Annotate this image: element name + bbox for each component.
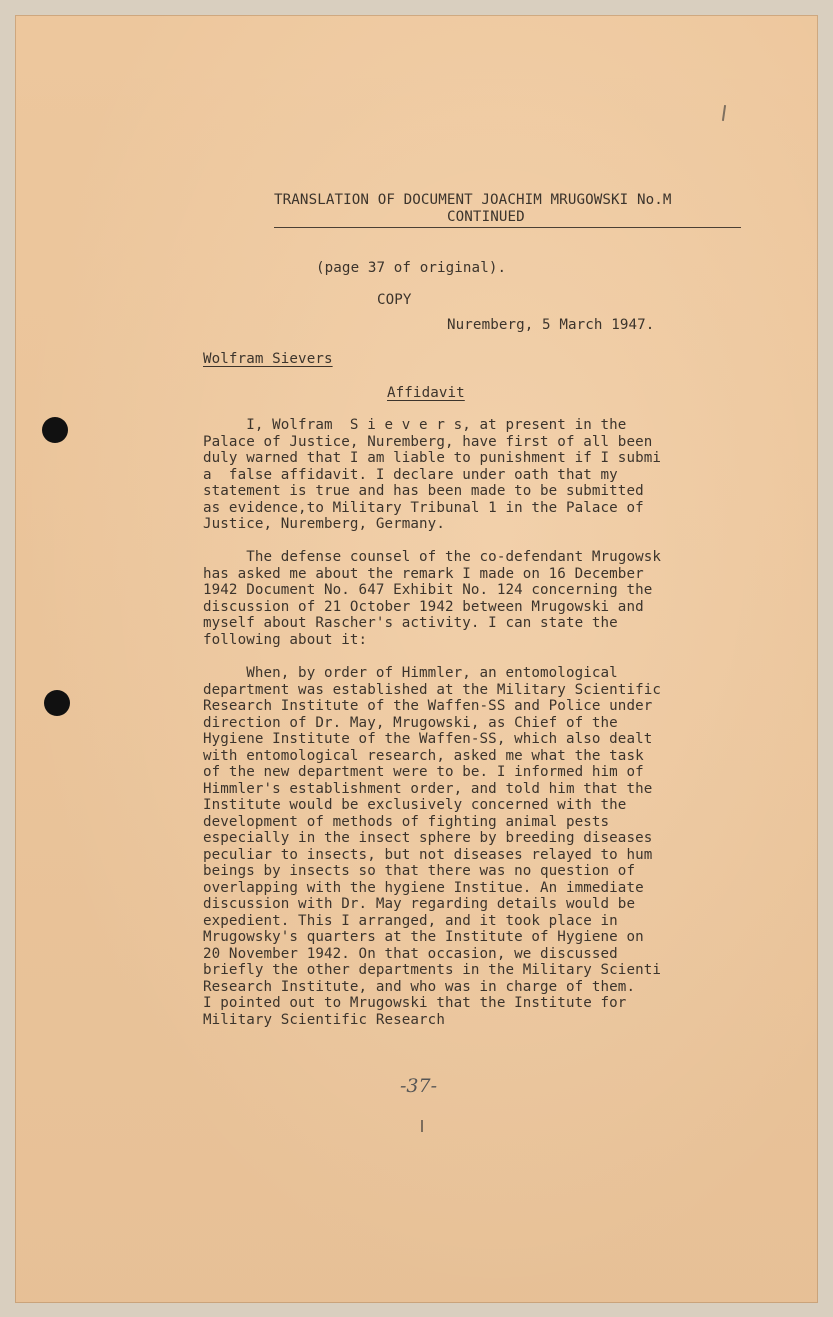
author-name: Wolfram Sievers [203, 351, 333, 367]
paragraph-3-line: of the new department were to be. I informed him of [203, 764, 644, 780]
paragraph-3-line: peculiar to insects, but not diseases relayed to hum [203, 846, 653, 863]
document-title-line1: TRANSLATION OF DOCUMENT JOACHIM MRUGOWSKI No.M [274, 192, 672, 208]
title-underline [274, 227, 741, 228]
paragraph-3-line: Institute would be exclusively concerned with the [203, 797, 627, 813]
paragraph-3-line: overlapping with the hygiene Institue. An immediate [203, 879, 644, 896]
paragraph-3-line: Mrugowsky's quarters at the Institute of Hygiene on [203, 929, 644, 945]
paragraph-2-line: discussion of 21 October 1942 between Mrugowski and [203, 598, 644, 615]
paragraph-2-line: has asked me about the remark I made on 16 December [203, 565, 644, 582]
stray-mark-bottom [421, 1120, 423, 1132]
copy-label: COPY [377, 292, 412, 308]
paragraph-1-line: statement is true and has been made to be submitted [203, 483, 644, 499]
paragraph-3-line: development of methods of fighting animal pests [203, 813, 610, 830]
affidavit-heading: Affidavit [387, 385, 465, 401]
paragraph-1-line: Justice, Nuremberg, Germany. [203, 516, 445, 532]
document-title-line2: CONTINUED [447, 209, 525, 225]
paragraph-3-line: briefly the other departments in the Military Scienti [203, 962, 662, 978]
paragraph-3-line: When, by order of Himmler, an entomological [203, 665, 618, 681]
paragraph-3-line: Military Scientific Research [203, 1011, 445, 1028]
paragraph-2-line: The defense counsel of the co-defendant Mrugowsk [203, 549, 662, 565]
paragraph-2-line: 1942 Document No. 647 Exhibit No. 124 concerning the [203, 582, 653, 598]
paragraph-3-line: especially in the insect sphere by breeding diseases [203, 830, 653, 846]
paper-sheet [15, 15, 818, 1303]
punch-hole-top [42, 417, 68, 443]
paragraph-1-line: a false affidavit. I declare under oath that my [203, 466, 618, 483]
paragraph-1-line: duly warned that I am liable to punishment if I submi [203, 450, 662, 466]
paragraph-3-line: 20 November 1942. On that occasion, we discussed [203, 945, 618, 962]
paragraph-3-line: with entomological research, asked me what the task [203, 747, 644, 764]
paragraph-3-line: Research Institute of the Waffen-SS and Police under [203, 698, 653, 714]
paragraph-1-line: as evidence,to Military Tribunal 1 in the Palace of [203, 499, 644, 516]
page-note: (page 37 of original). [316, 260, 507, 276]
paragraph-2-line: following about it: [203, 631, 368, 648]
paragraph-3-line: Research Institute, and who was in charge of them. [203, 978, 636, 995]
paragraph-3-line: Himmler's establishment order, and told him that the [203, 780, 653, 797]
paragraph-3-line: Hygiene Institute of the Waffen-SS, which also dealt [203, 731, 653, 747]
paragraph-3-line: expedient. This I arranged, and it took place in [203, 912, 618, 929]
paragraph-3-line: department was established at the Military Scientific [203, 681, 662, 698]
paragraph-3-line: I pointed out to Mrugowski that the Institute for [203, 995, 627, 1011]
paragraph-1-line: Palace of Justice, Nuremberg, have first of all been [203, 433, 653, 450]
paragraph-1-line: I, Wolfram S i e v e r s, at present in the [203, 417, 627, 433]
paragraph-2-line: myself about Rascher's activity. I can state the [203, 615, 618, 631]
punch-hole-bottom [44, 690, 70, 716]
paragraph-3-line: discussion with Dr. May regarding details would be [203, 896, 636, 912]
paragraph-3-line: beings by insects so that there was no question of [203, 863, 636, 879]
place-date: Nuremberg, 5 March 1947. [447, 317, 655, 333]
paragraph-3-line: direction of Dr. May, Mrugowski, as Chief of the [203, 714, 618, 731]
page-number: -37- [400, 1075, 438, 1097]
